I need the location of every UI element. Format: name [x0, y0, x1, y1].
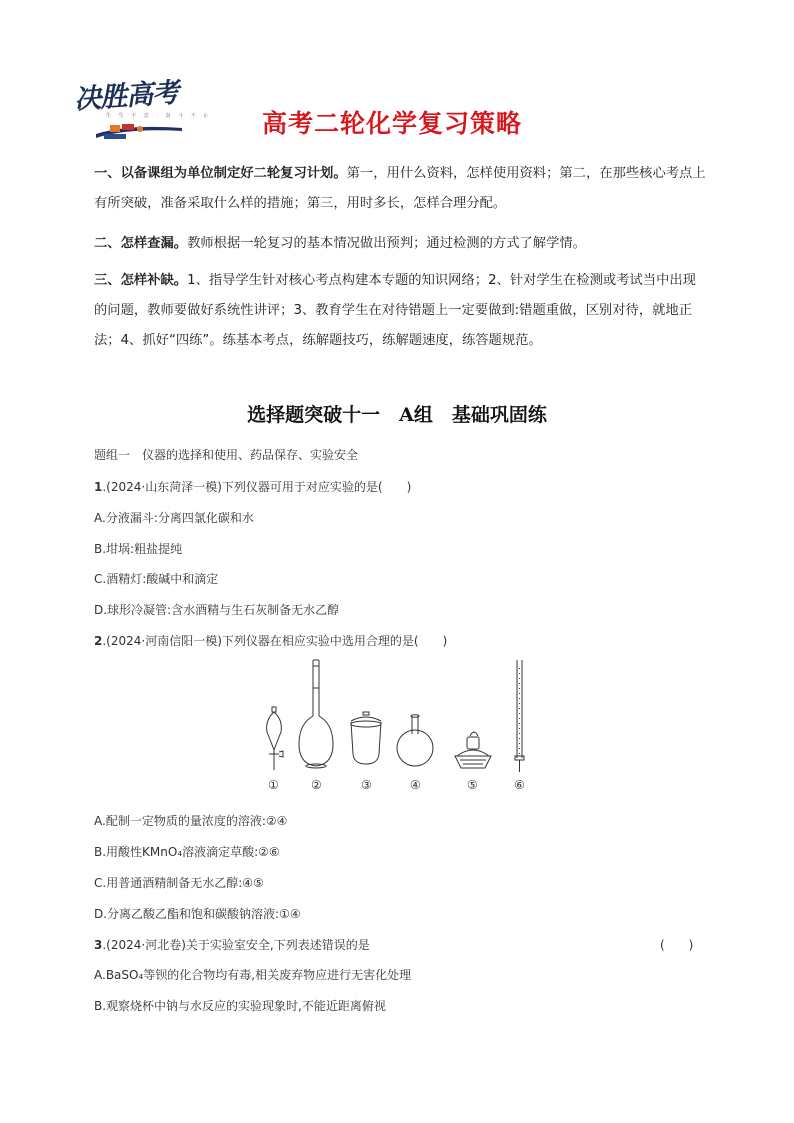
- apparatus-label-5: ⑤: [467, 778, 478, 792]
- apparatus-label-3: ③: [361, 778, 372, 792]
- q2-option-b: B.用酸性KMnO₄溶液滴定草酸:②⑥: [94, 845, 280, 859]
- section-title: 选择题突破十一 A组 基础巩固练: [247, 404, 547, 426]
- group-title: 题组一 仪器的选择和使用、药品保存、实验安全: [94, 448, 359, 462]
- strategy-paragraph-3: [94, 266, 706, 356]
- question-stem-text: .(2024·河南信阳一模)下列仪器在相应实验中选用合理的是( ): [102, 634, 448, 648]
- q2-option-a: A.配制一定物质的量浓度的溶液:②④: [94, 814, 288, 828]
- logo: [73, 70, 212, 142]
- strategy-body-3: 1、指导学生针对核心考点构建本专题的知识网络；2、针对学生在检测或考试当中出现的问题，教师要做好系统性讲评；3、教育学生在对待错题上一定要做到:错题重做，区别对待，就地正法；4、抓好“四练”。练基本考点，练解题技巧，练解题速度，练答题规范。: [94, 273, 696, 348]
- question-number: 3: [94, 938, 103, 952]
- q1-option-b: B.坩埚:粗盐提纯: [94, 542, 183, 556]
- volumetric-flask-icon: [299, 660, 333, 768]
- apparatus-label-1: ①: [268, 778, 279, 792]
- answer-paren: ( ): [660, 938, 694, 952]
- q1-option-a: A.分液漏斗:分离四氯化碳和水: [94, 511, 254, 525]
- question-1-stem: [94, 478, 411, 495]
- question-number: 1: [94, 480, 103, 494]
- strategy-paragraph-1: [94, 159, 706, 219]
- burette-icon: [515, 660, 524, 772]
- q3-option-a: A.BaSO₄等钡的化合物均有毒,相关废弃物应进行无害化处理: [94, 968, 412, 982]
- strategy-body-1: 第一，用什么资料，怎样使用资料；第二，在那些核心考点上有所突破，准备采取什么样的措施；第三，用时多长，怎样合理分配。: [94, 166, 706, 211]
- question-number: 2: [94, 634, 103, 648]
- apparatus-label-4: ④: [410, 778, 421, 792]
- separatory-funnel-icon: [267, 707, 283, 770]
- strategy-body-2: 教师根据一轮复习的基本情况做出预判；通过检测的方式了解学情。: [187, 236, 586, 251]
- q1-option-c: C.酒精灯:酸碱中和滴定: [94, 572, 219, 586]
- page-title: 高考二轮化学复习策略: [262, 109, 523, 138]
- question-2-stem: [94, 632, 447, 649]
- question-stem-text: .(2024·山东菏泽一模)下列仪器可用于对应实验的是( ): [102, 480, 412, 494]
- question-3-stem: [94, 936, 370, 953]
- strategy-lead-2: 二、怎样查漏。: [94, 236, 188, 251]
- round-bottom-flask-icon: [397, 715, 433, 766]
- crucible-icon: [351, 712, 381, 764]
- apparatus-label-6: ⑥: [514, 778, 525, 792]
- alcohol-lamp-icon: [455, 732, 491, 768]
- q3-option-b: B.观察烧杯中钠与水反应的实验现象时,不能近距离俯视: [94, 999, 386, 1013]
- apparatus-figure: [255, 658, 540, 793]
- q2-option-c: C.用普通酒精制备无水乙醇:④⑤: [94, 876, 264, 890]
- question-stem-text: .(2024·河北卷)关于实验室安全,下列表述错误的是: [102, 938, 370, 952]
- q2-option-d: D.分离乙酸乙酯和饱和碳酸钠溶液:①④: [94, 907, 301, 921]
- strategy-lead-1: 一、以备课组为单位制定好二轮复习计划。: [94, 166, 347, 181]
- strategy-lead-3: 三、怎样补缺。: [94, 273, 188, 288]
- q1-option-d: D.球形冷凝管:含水酒精与生石灰制备无水乙醇: [94, 603, 340, 617]
- logo-books-icon: [96, 120, 186, 142]
- logo-text: 决胜高考: [73, 77, 180, 116]
- strategy-paragraph-2: [94, 229, 706, 259]
- logo-subtitle: 生 生 不 息 · 奋 斗 不 止: [106, 113, 212, 119]
- apparatus-label-2: ②: [311, 778, 322, 792]
